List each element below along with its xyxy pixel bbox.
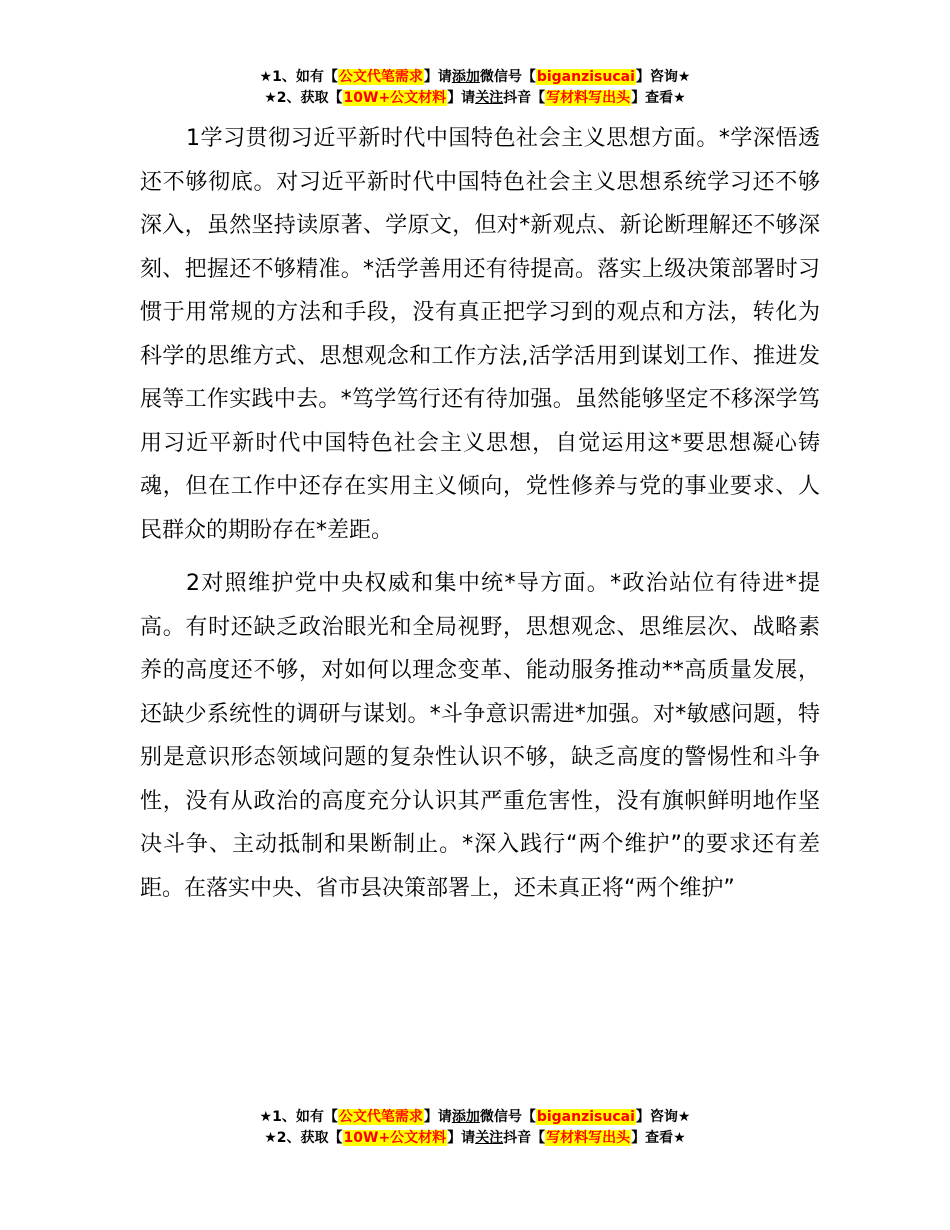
paragraph-1: 1学习贯彻习近平新时代中国特色社会主义思想方面。*学深悟透还不够彻底。对习近平新时代中国特色社会主义思想系统学习还不够深入，虽然坚持读原著、学原文，但对*新观点、新论断理解还不够深刻、把握还不够精准。*活学善用还有待提高。落实上级决策部署时习惯于用常规的方法和手段，没有真正把学习到的观点和方法，转化为科学的思维方式、思想观念和工作方法,活学活用到谋划工作、推进发展等工作实践中去。*笃学笃行还有待加强。虽然能够坚定不移深学笃用习近平新时代中国特色社会主义思想，自觉运用这*要思想凝心铸魂，但在工作中还存在实用主义倾向，党性修养与党的事业要求、人民群众的期盼存在*差距。 [140,126,820,543]
document-body [140,117,820,910]
footer-materials-highlight: 10W+公文材料 [343,1130,447,1146]
header-line-2-mid-2: 抖音【 [503,90,546,106]
footer-line-1-prefix: ★1、如有【 [259,1109,338,1125]
header-line-2-suffix: 】查看★ [631,90,686,106]
header-line-2-underlined: 关注 [475,90,504,106]
header-line-1-mid-2: 微信号【 [479,69,536,85]
footer-douyin-account-highlight: 写材料写出头 [546,1130,631,1146]
header-line-2-prefix: ★2、获取【 [264,90,343,106]
header-banner [0,67,950,109]
header-line-1-underlined: 添加 [451,69,480,85]
header-line-2 [0,88,950,109]
header-line-1-mid-1: 】请 [423,69,452,85]
footer-line-2-prefix: ★2、获取【 [264,1130,343,1146]
footer-line-2-underlined: 关注 [475,1130,504,1146]
footer-line-1 [0,1107,950,1128]
header-line-1-suffix: 】咨询★ [635,69,691,85]
footer-ghostwriting-highlight: 公文代笔需求 [338,1109,423,1125]
footer-banner [0,1107,950,1149]
footer-wechat-id-highlight: biganzisucai [536,1109,635,1125]
footer-line-2 [0,1128,950,1149]
materials-highlight: 10W+公文材料 [343,90,447,106]
footer-line-1-suffix: 】咨询★ [635,1109,691,1125]
footer-line-1-mid-1: 】请 [423,1109,452,1125]
ghostwriting-highlight: 公文代笔需求 [338,69,423,85]
douyin-account-highlight: 写材料写出头 [546,90,631,106]
header-line-1-prefix: ★1、如有【 [259,69,338,85]
footer-line-2-suffix: 】查看★ [631,1130,686,1146]
footer-line-1-underlined: 添加 [451,1109,480,1125]
footer-line-2-mid-2: 抖音【 [503,1130,546,1146]
paragraph-2: 2对照维护党中央权威和集中统*导方面。*政治站位有待进*提高。有时还缺乏政治眼光和全局视野，思想观念、思维层次、战略素养的高度还不够，对如何以理念变革、能动服务推动**高质量发展，还缺少系统性的调研与谋划。*斗争意识需进*加强。对*敏感问题，特别是意识形态领域问题的复杂性认识不够，缺乏高度的警惕性和斗争性，没有从政治的高度充分认识其严重危害性，没有旗帜鲜明地作坚决斗争、主动抵制和果断制止。*深入践行“两个维护”的要求还有差距。在落实中央、省市县决策部署上，还未真正将“两个维护” [140,571,820,901]
footer-line-2-mid-1: 】请 [447,1130,476,1146]
footer-line-1-mid-2: 微信号【 [479,1109,536,1125]
wechat-id-highlight: biganzisucai [536,69,635,85]
header-line-2-mid-1: 】请 [447,90,476,106]
header-line-1 [0,67,950,88]
